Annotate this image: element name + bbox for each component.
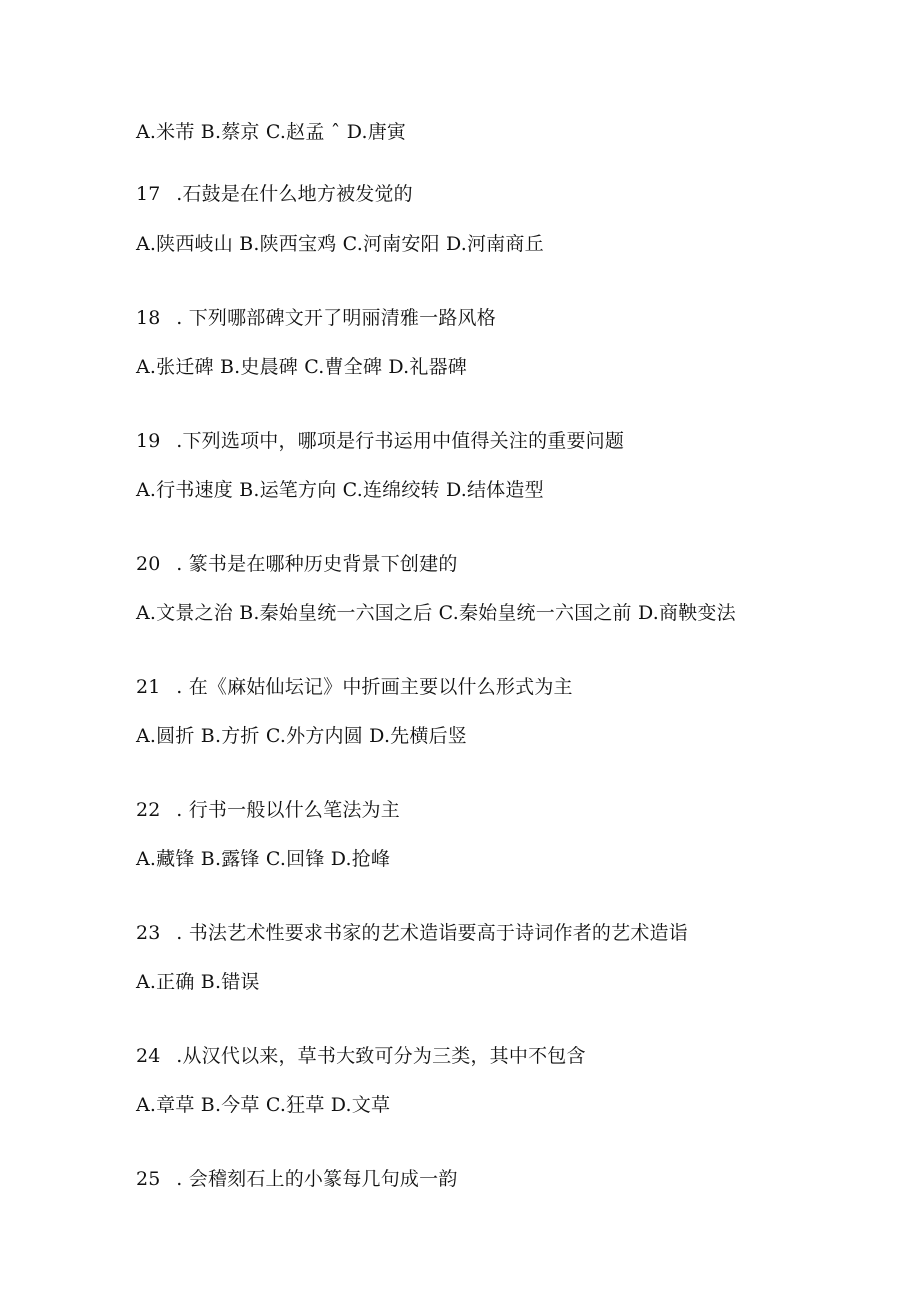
options-line-22	[136, 847, 390, 871]
options-text: A.文景之治 B.秦始皇统一六国之后 C.秦始皇统一六国之前 D.商鞅变法	[136, 602, 736, 624]
question-text: .石鼓是在什么地方被发觉的	[170, 183, 413, 205]
options-text: A.圆折 B.方折 C.外方内圆 D.先横后竖	[136, 725, 467, 747]
question-text: . 篆书是在哪种历史背景下创建的	[170, 553, 458, 575]
question-25	[136, 1167, 458, 1191]
question-text: .下列选项中，哪项是行书运用中值得关注的重要问题	[170, 430, 625, 452]
question-22	[136, 798, 400, 822]
options-text: A.行书速度 B.运笔方向 C.连绵绞转 D.结体造型	[136, 479, 544, 501]
question-text: . 书法艺术性要求书家的艺术造诣要高于诗词作者的艺术造诣	[170, 922, 688, 944]
options-text: A.章草 B.今草 C.狂草 D.文草	[136, 1094, 391, 1116]
question-17	[136, 182, 413, 206]
options-line-18	[136, 355, 467, 379]
question-text: . 会稽刻石上的小篆每几句成一韵	[170, 1168, 458, 1190]
question-text: . 在《麻姑仙坛记》中折画主要以什么形式为主	[170, 676, 573, 698]
question-number: 24	[136, 1045, 161, 1067]
question-number: 17	[136, 183, 161, 205]
question-number: 19	[136, 430, 161, 452]
question-text: . 行书一般以什么笔法为主	[170, 799, 400, 821]
options-line-23	[136, 970, 260, 994]
question-number: 18	[136, 307, 161, 329]
options-line-21	[136, 724, 467, 748]
options-text: A.米芾 B.蔡京 C.赵孟 ˆ D.唐寅	[136, 121, 407, 143]
question-23	[136, 921, 688, 945]
options-text: A.张迁碑 B.史晨碑 C.曹全碑 D.礼器碑	[136, 356, 467, 378]
question-number: 21	[136, 676, 161, 698]
options-line-17	[136, 232, 544, 256]
options-line-19	[136, 478, 544, 502]
options-line-24	[136, 1093, 390, 1117]
question-number: 23	[136, 922, 161, 944]
question-19	[136, 429, 624, 453]
question-20	[136, 552, 458, 576]
options-text: A.陕西岐山 B.陕西宝鸡 C.河南安阳 D.河南商丘	[136, 233, 544, 255]
question-24	[136, 1044, 586, 1068]
options-line-20	[136, 601, 736, 625]
question-18	[136, 306, 496, 330]
question-number: 25	[136, 1168, 161, 1190]
question-text: . 下列哪部碑文开了明丽清雅一路风格	[170, 307, 496, 329]
options-text: A.藏锋 B.露锋 C.回锋 D.抢峰	[136, 848, 391, 870]
options-text: A.正确 B.错误	[136, 971, 260, 993]
question-number: 20	[136, 553, 161, 575]
options-line-16	[136, 120, 406, 144]
question-21	[136, 675, 573, 699]
question-text: .从汉代以来，草书大致可分为三类，其中不包含	[170, 1045, 586, 1067]
question-number: 22	[136, 799, 161, 821]
